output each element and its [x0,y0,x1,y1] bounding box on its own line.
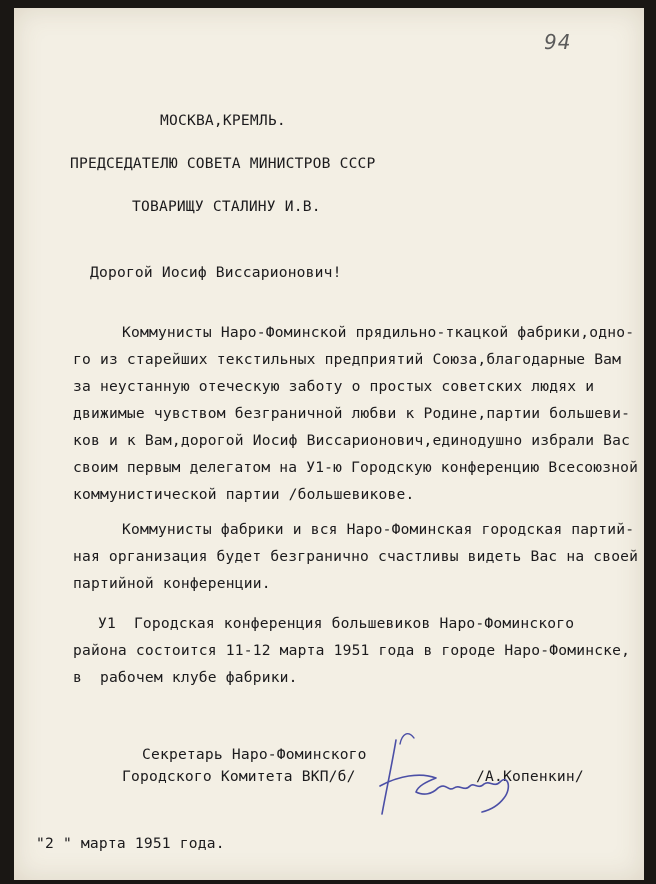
signature-title-line-1: Секретарь Наро-Фоминского [142,746,367,763]
salutation: Дорогой Иосиф Виссарионович! [90,264,342,281]
paragraph-3-line: района состоится 11-12 марта 1951 года в городе Наро-Фоминске, [73,642,631,659]
document-date: "2 " марта 1951 года. [36,835,225,852]
handwritten-signature [362,726,522,826]
paragraph-2-line: партийной конференции. [73,575,271,592]
paragraph-1-line: движимые чувством безграничной любви к Родине,партии большеви- [73,405,631,422]
paragraph-2-line: ная организация будет безгранично счастливы видеть Вас на своей [73,548,639,565]
paragraph-1-line: коммунистической партии /большевикове. [73,486,415,503]
header-line-1: МОСКВА,КРЕМЛЬ. [160,112,286,129]
paragraph-2-line: Коммунисты фабрики и вся Наро-Фоминская городская партий- [122,521,635,538]
paragraph-1-line: го из старейших текстильных предприятий Союза,благодарные Вам [73,351,622,368]
paragraph-1-line: своим первым делегатом на У1-ю Городскую конференцию Всесоюзной [73,459,639,476]
document-page [14,8,644,880]
paragraph-3-line: в рабочем клубе фабрики. [73,669,298,686]
signatory-name: /А.Копенкин/ [476,768,584,785]
paragraph-1-line: за неустанную отеческую заботу о простых советских людях и [73,378,595,395]
paragraph-1-line: Коммунисты Наро-Фоминской прядильно-ткацкой фабрики,одно- [122,324,635,341]
paragraph-1-line: ков и к Вам,дорогой Иосиф Виссарионович,единодушно избрали Вас [73,432,631,449]
paragraph-3-line: У1 Городская конференция большевиков Наро-Фоминского [98,615,575,632]
header-line-2: ПРЕДСЕДАТЕЛЮ СОВЕТА МИНИСТРОВ СССР [70,155,376,172]
header-line-3: ТОВАРИЩУ СТАЛИНУ И.В. [132,198,321,215]
page-number: 94 [544,30,572,54]
signature-title-line-2: Городского Комитета ВКП/б/ [122,768,356,785]
